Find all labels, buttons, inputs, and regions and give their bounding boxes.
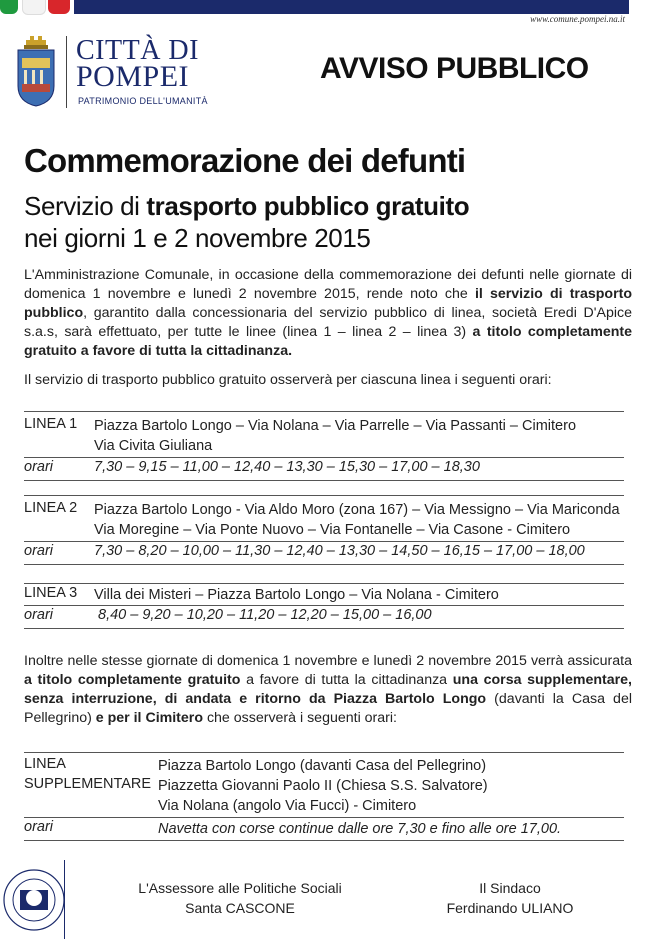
line-1-route-1: Piazza Bartolo Longo – Via Nolana – Via Parrelle – Via Passanti – Cimitero xyxy=(94,418,577,434)
divider xyxy=(24,628,624,629)
divider xyxy=(24,605,624,606)
extra-text-1: Inoltre nelle stesse giornate di domenica 1 novembre e lunedì 2 novembre 2015 verrà assicurata xyxy=(24,653,632,669)
divider xyxy=(24,541,624,542)
extra-text-4: che osserverà i seguenti orari: xyxy=(203,710,397,726)
supp-orari-label: orari xyxy=(24,819,54,835)
supp-label-2: SUPPLEMENTARE xyxy=(24,776,152,792)
divider xyxy=(24,752,624,753)
flag-green-stripe xyxy=(0,0,18,14)
divider xyxy=(24,480,624,481)
city-crest-icon xyxy=(14,36,58,108)
line-3-orari-label: orari xyxy=(24,607,54,623)
subtitle-pre: Servizio di xyxy=(24,191,147,221)
logo-divider xyxy=(66,36,67,108)
signature-sindaco xyxy=(420,878,600,918)
extra-bold-1: a titolo completamente gratuito xyxy=(24,672,241,688)
city-name-line2: POMPEI xyxy=(76,60,190,93)
supp-stop-1: Piazza Bartolo Longo (davanti Casa del Pellegrino) xyxy=(158,758,487,774)
assessore-name: Santa CASCONE xyxy=(185,900,295,916)
supp-stop-2: Piazzetta Giovanni Paolo II (Chiesa S.S. Salvatore) xyxy=(158,778,488,794)
intro-last-line: Il servizio di trasporto pubblico gratuito osserverà per ciascuna linea i seguenti orari: xyxy=(24,372,552,388)
intro-text-1: L'Amministrazione Comunale, in occasione della commemorazione dei defunti nelle giornate di domenica 1 novembre e lunedì 2 novembre 2015, rende noto che xyxy=(24,267,632,302)
divider xyxy=(24,840,624,841)
line-3-times: 8,40 – 9,20 – 10,20 – 11,20 – 12,20 – 15,00 – 16,00 xyxy=(94,607,432,623)
divider xyxy=(24,495,624,496)
line-3-route-1: Villa dei Misteri – Piazza Bartolo Longo – Via Nolana - Cimitero xyxy=(94,587,499,603)
sindaco-name: Ferdinando ULIANO xyxy=(446,900,574,916)
intro-paragraph xyxy=(24,266,632,361)
line-1-times: 7,30 – 9,15 – 11,00 – 12,40 – 13,30 – 15,30 – 17,00 – 18,30 xyxy=(94,459,480,475)
header-band xyxy=(74,0,629,14)
flag-white-stripe xyxy=(22,0,46,15)
divider xyxy=(24,411,624,412)
divider xyxy=(24,564,624,565)
line-2-orari-label: orari xyxy=(24,543,54,559)
page-title: Commemorazione dei defunti xyxy=(24,142,466,179)
line-2-route-1: Piazza Bartolo Longo - Via Aldo Moro (zona 167) – Via Messigno – Via Mariconda xyxy=(94,502,620,518)
sindaco-role: Il Sindaco xyxy=(479,880,541,896)
line-1-route-2: Via Civita Giuliana xyxy=(94,438,213,454)
line-1-label: LINEA 1 xyxy=(24,416,78,432)
signature-assessore xyxy=(130,878,350,918)
supp-label-1: LINEA xyxy=(24,756,66,772)
supp-times: Navetta con corse continue dalle ore 7,30 e fino alle ore 17,00. xyxy=(158,821,562,837)
flag-red-stripe xyxy=(48,0,70,14)
intro-text-2: , garantito dalla concessionaria del servizio pubblico di linea, società Eredi D'Apice s.a.s, sarà effettuato, per tutte le linee (linea 1 – linea 2 – linea 3) xyxy=(24,305,632,340)
line-2-times: 7,30 – 8,20 – 10,00 – 11,30 – 12,40 – 13,30 – 14,50 – 16,15 – 17,00 – 18,00 xyxy=(94,543,585,559)
city-name-line1: CITTÀ DI xyxy=(76,35,199,66)
city-name xyxy=(76,35,199,93)
subtitle-bold: trasporto pubblico gratuito xyxy=(146,191,470,221)
extra-bold-3: e per il Cimitero xyxy=(95,710,203,726)
extra-paragraph xyxy=(24,652,632,728)
line-2-label: LINEA 2 xyxy=(24,500,78,516)
extra-text-2: a favore di tutta la cittadinanza xyxy=(240,672,453,688)
intro-bold-1: il servizio di trasporto pubblico xyxy=(24,286,632,321)
line-1-orari-label: orari xyxy=(24,459,54,475)
world-heritage-emblem-icon xyxy=(0,860,70,939)
page-subtitle xyxy=(24,190,469,254)
line-2-route-2: Via Moregine – Via Ponte Nuovo – Via Fontanelle – Via Casone - Cimitero xyxy=(94,522,571,538)
line-3-label: LINEA 3 xyxy=(24,585,78,601)
city-subtitle: PATRIMONIO DELL'UMANITÀ xyxy=(78,96,208,106)
supp-stop-3: Via Nolana (angolo Via Fucci) - Cimitero xyxy=(158,798,417,814)
intro-bold-2: a titolo completamente gratuito a favore di tutta la cittadinanza. xyxy=(24,324,632,359)
divider xyxy=(24,457,624,458)
assessore-role: L'Assessore alle Politiche Sociali xyxy=(138,880,342,896)
website-url[interactable]: www.comune.pompei.na.it xyxy=(530,14,625,24)
extra-text-3: (davanti la Casa del Pellegrino) xyxy=(24,691,632,726)
divider xyxy=(24,817,624,818)
subtitle-line2: nei giorni 1 e 2 novembre 2015 xyxy=(24,223,371,253)
divider xyxy=(24,583,624,584)
notice-heading: AVVISO PUBBLICO xyxy=(320,52,589,85)
extra-bold-2: una corsa supplementare, senza interruzione, di andata e ritorno da Piazza Bartolo Longo xyxy=(24,672,632,707)
